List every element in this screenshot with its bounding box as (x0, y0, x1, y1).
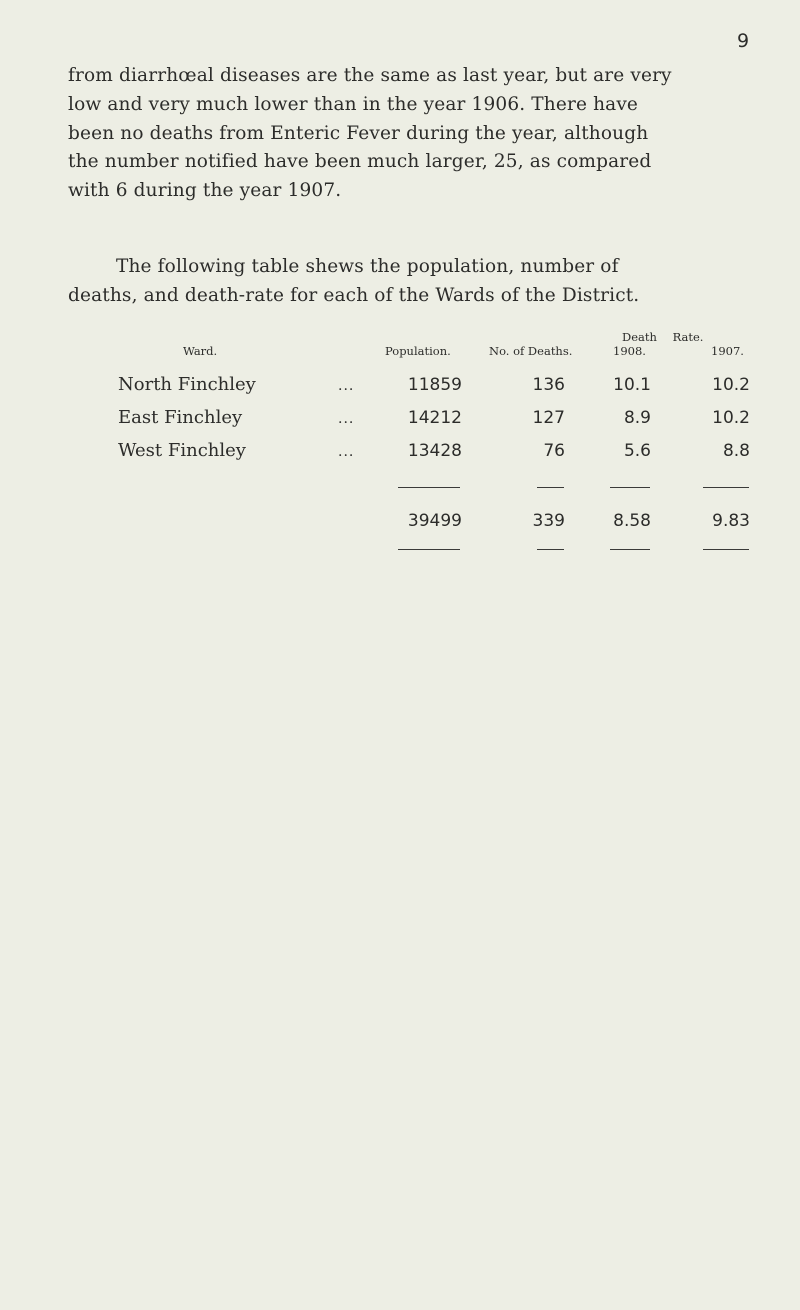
rule (537, 549, 564, 550)
leader-dots: ... (338, 378, 355, 394)
text-line: the number notified have been much larger, 25, as compared (68, 151, 652, 173)
total-deaths: 339 (532, 511, 565, 531)
rule (398, 549, 460, 550)
text-line: from diarrhœal diseases are the same as last year, but are very (68, 65, 672, 86)
total-rate-1908: 8.58 (613, 511, 651, 531)
row-ward: North Finchley (118, 374, 256, 395)
header-population: Population. (385, 344, 451, 358)
row-rate-1908: 8.9 (623, 408, 651, 428)
text-line: with 6 during the year 1907. (68, 180, 342, 202)
leader-dots: ... (338, 411, 355, 427)
rule (610, 487, 650, 488)
row-rate-1907: 8.8 (722, 441, 750, 461)
rule (703, 487, 749, 488)
rule (703, 549, 749, 550)
row-rate-1908: 5.6 (623, 441, 651, 461)
paragraph-diarrhoeal-enteric (68, 62, 732, 206)
row-rate-1908: 10.1 (613, 375, 651, 395)
header-death-rate: Death Rate. (622, 330, 704, 344)
row-deaths: 136 (532, 375, 565, 395)
header-ward: Ward. (183, 344, 218, 358)
header-deaths: No. of Deaths. (489, 344, 573, 358)
rule (537, 487, 564, 488)
row-deaths: 76 (543, 441, 565, 461)
total-rate-1907: 9.83 (712, 511, 750, 531)
text-line: been no deaths from Enteric Fever during the year, although (68, 122, 649, 144)
header-year-1908: 1908. (613, 344, 646, 358)
row-population: 11859 (407, 375, 462, 395)
header-year-1907: 1907. (711, 344, 744, 358)
page-number: 9 (737, 30, 750, 52)
row-population: 14212 (407, 408, 462, 428)
row-deaths: 127 (532, 408, 565, 428)
total-population: 39499 (407, 511, 462, 531)
text-line: The following table shews the population, number of (116, 256, 619, 277)
rule (398, 487, 460, 488)
rule (610, 549, 650, 550)
text-line: deaths, and death-rate for each of the Wards of the District. (68, 284, 640, 306)
leader-dots: ... (338, 444, 355, 460)
row-rate-1907: 10.2 (712, 408, 750, 428)
row-ward: East Finchley (118, 407, 243, 428)
row-population: 13428 (407, 441, 462, 461)
row-ward: West Finchley (118, 440, 246, 461)
paragraph-table-intro (68, 253, 732, 311)
text-line: low and very much lower than in the year 1906. There have (68, 93, 639, 115)
row-rate-1907: 10.2 (712, 375, 750, 395)
